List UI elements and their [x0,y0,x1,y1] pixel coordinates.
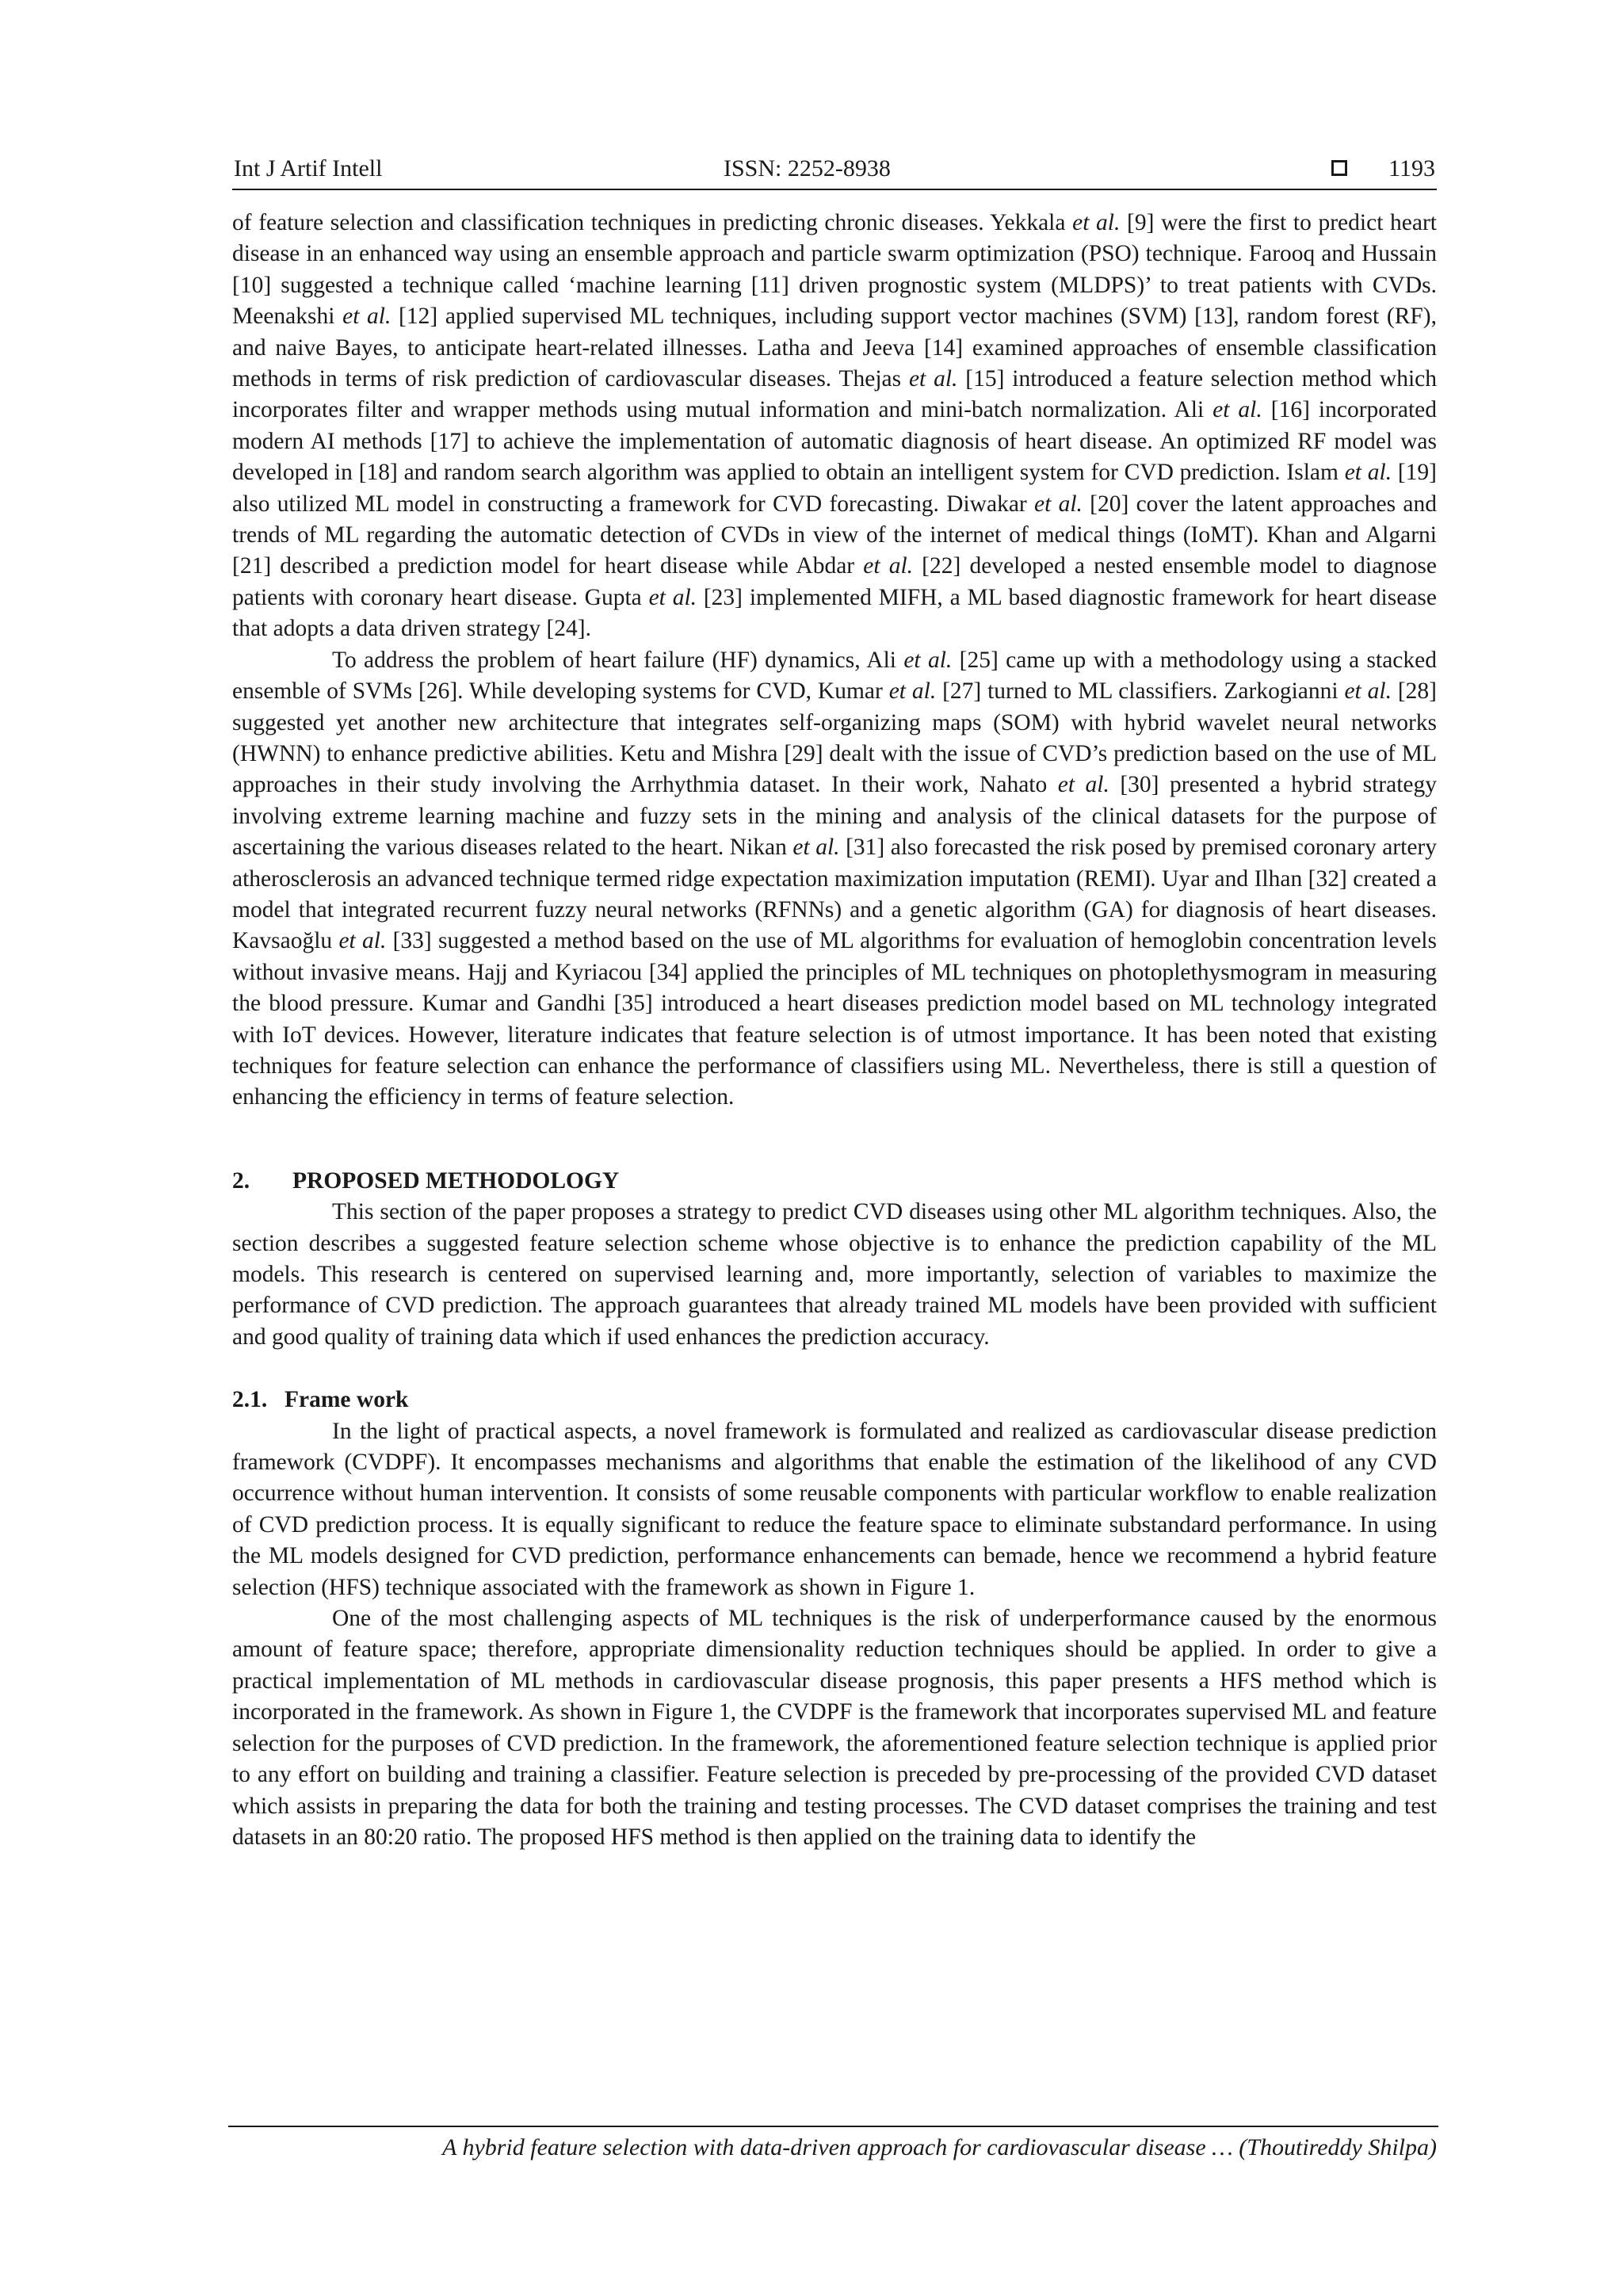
et-al-italic: et al. [1344,460,1392,486]
square-box-icon [1331,160,1347,176]
subsection-number: 2.1. [232,1387,268,1413]
intro-paragraph-1: of feature selection and classification techniques in predicting chronic diseases. Yekkala et al. [9] were the first to predict heart disease in an enhanced way using an ensemble approach and particle swarm optimization (PSO) technique. Farooq and Hussain [10] suggested a technique called ‘machine learning [11] driven prognostic system (MLDPS)’ to treat patients with CVDs. Meenakshi et al. [12] applied supervised ML techniques, including support vector machines (SVM) [13], random forest (RF), and naive Bayes, to anticipate heart-related illnesses. Latha and Jeeva [14] examined approaches of ensemble classification methods in terms of risk prediction of cardiovascular diseases. Thejas et al. [15] introduced a feature selection method which incorporates filter and wrapper methods using mutual information and mini-batch normalization. Ali et al. [16] incorporated modern AI methods [17] to achieve the implementation of automatic diagnosis of heart disease. An optimized RF model was developed in [18] and random search algorithm was applied to obtain an intelligent system for CVD prediction. Islam et al. [19] also utilized ML model in constructing a framework for CVD forecasting. Diwakar et al. [20] cover the latent approaches and trends of ML regarding the automatic detection of CVDs in view of the internet of medical things (IoMT). Khan and Algarni [21] described a prediction model for heart disease while Abdar et al. [22] developed a nested ensemble model to diagnose patients with coronary heart disease. Gupta et al. [23] implemented MIFH, a ML based diagnostic framework for heart disease that adopts a data driven strategy [24]. [232,210,1437,642]
et-al-italic: et al. [338,928,387,954]
et-al-italic: et al. [1072,210,1121,235]
et-al-italic: et al. [1057,772,1109,798]
section-heading [232,1166,1437,1197]
page-number: 1193 [1388,155,1435,181]
et-al-italic: et al. [1344,678,1392,705]
et-al-italic: et al. [888,678,937,705]
issn: ISSN: 2252-8938 [724,155,891,181]
body-text [232,208,1437,1853]
intro-paragraph-2: To address the problem of heart failure (HF) dynamics, Ali et al. [25] came up with a methodology using a stacked ensemble of SVMs [26]. While developing systems for CVD, Kumar et al. [27] turned to ML classifiers. Zarkogianni et al. [28] suggested yet another new architecture that integrates self-organizing maps (SOM) with hybrid wavelet neural networks (HWNN) to enhance predictive abilities. Ketu and Mishra [29] dealt with the issue of CVD’s prediction based on the use of ML approaches in their study involving the Arrhythmia dataset. In their work, Nahato et al. [30] presented a hybrid strategy involving extreme learning machine and fuzzy sets in the mining and analysis of the clinical datasets for the purpose of ascertaining the various diseases related to the heart. Nikan et al. [31] also forecasted the risk posed by premised coronary artery atherosclerosis an advanced technique termed ridge expectation maximization imputation (REMI). Uyar and Ilhan [32] created a model that integrated recurrent fuzzy neural networks (RFNNs) and a genetic algorithm (GA) for diagnosis of heart diseases. Kavsaoğlu et al. [33] suggested a method based on the use of ML algorithms for evaluation of hemoglobin concentration levels without invasive means. Hajj and Kyriacou [34] applied the principles of ML techniques on photoplethysmogram in measuring the blood pressure. Kumar and Gandhi [35] introduced a heart diseases prediction model based on ML technology integrated with IoT devices. However, literature indicates that feature selection is of utmost importance. It has been noted that existing techniques for feature selection can enhance the performance of classifiers using ML. Nevertheless, there is still a question of enhancing the efficiency in terms of feature selection. [232,647,1437,1110]
page [232,151,1437,1853]
et-al-italic: et al. [863,553,914,579]
section-paragraph: This section of the paper proposes a strategy to predict CVD diseases using other ML algorithm techniques. Also, the section describes a suggested feature selection scheme whose objective is to enhance the prediction capability of the ML models. This research is centered on supervised learning and, more importantly, selection of variables to maximize the performance of CVD prediction. The approach guarantees that already trained ML models have been provided with sufficient and good quality of training data which if used enhances the prediction accuracy. [232,1199,1437,1350]
et-al-italic: et al. [1212,397,1262,423]
subsection-paragraph-1: In the light of practical aspects, a novel framework is formulated and realized as cardiovascular disease prediction framework (CVDPF). It encompasses mechanisms and algorithms that enable the estimation of the likelihood of any CVD occurrence without human intervention. It consists of some reusable components with particular workflow to enable realization of CVD prediction process. It is equally significant to reduce the feature space to eliminate substandard performance. In using the ML models designed for CVD prediction, performance enhancements can bemade, hence we recommend a hybrid feature selection (HFS) technique associated with the framework as shown in Figure 1. [232,1418,1437,1600]
header-rule [232,189,1437,190]
et-al-italic: et al. [648,584,697,610]
subsection-heading [232,1385,1437,1415]
et-al-italic: et al. [903,647,953,673]
et-al-italic: et al. [908,366,958,392]
page-footer: A hybrid feature selection with data-driven approach for cardiovascular disease … (Thoutireddy Shilpa) [442,2134,1437,2160]
page-number-group [1331,151,1435,187]
subsection-title: Frame work [285,1387,409,1413]
page-header [232,151,1437,187]
subsection-paragraph-2: One of the most challenging aspects of ML techniques is the risk of underperformance caused by the enormous amount of feature space; therefore, appropriate dimensionality reduction techniques should be applied. In order to give a practical implementation of ML methods in cardiovascular disease prognosis, this paper presents a HFS method which is incorporated in the framework. As shown in Figure 1, the CVDPF is the framework that incorporates supervised ML and feature selection for the purposes of CVD prediction. In the framework, the aforementioned feature selection technique is applied prior to any effort on building and training a classifier. Feature selection is preceded by pre-processing of the provided CVD dataset which assists in preparing the data for both the training and testing processes. The CVD dataset comprises the training and test datasets in an 80:20 ratio. The proposed HFS method is then applied on the training data to identify the [232,1606,1437,1850]
et-al-italic: et al. [792,835,840,861]
journal-name: Int J Artif Intell [234,155,383,181]
section-number: 2. [232,1167,250,1194]
section-title: PROPOSED METHODOLOGY [292,1167,620,1194]
et-al-italic: et al. [342,304,391,330]
footer-rule [228,2126,1438,2127]
et-al-italic: et al. [1034,491,1083,517]
